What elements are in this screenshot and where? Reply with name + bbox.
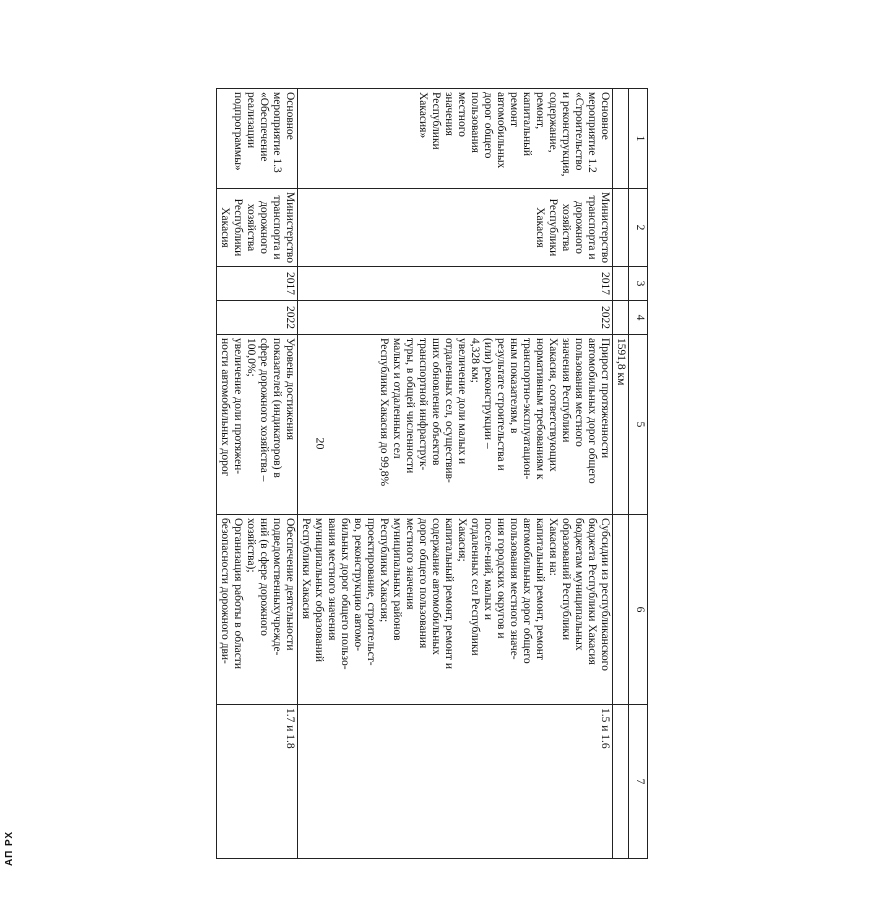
cell-line: «Строительство — [573, 92, 585, 171]
cell-line: транспортно-эксплуатацион- — [521, 338, 533, 480]
cell-line: бюджета Республики Хакасия — [586, 518, 598, 665]
cell-line: значения Республики — [560, 338, 572, 443]
cell-line: вания местного значения — [326, 518, 338, 641]
program-measures-table — [216, 88, 648, 859]
header-cell: 2 — [629, 189, 648, 267]
cell-line: 4,328 км; — [469, 338, 481, 383]
cell-line: 100,0%; — [245, 338, 257, 377]
cell-line: показателей (индикаторов) в — [271, 338, 283, 478]
cell-line: поселе-ний, малых и — [482, 518, 494, 621]
cell-line: пользования — [469, 92, 481, 153]
cell-line: Прирост протяженности — [599, 338, 611, 459]
cell-line: (или) реконструкции – — [482, 338, 494, 449]
cell-line: Хакасия» — [417, 92, 429, 139]
amount-row — [613, 89, 629, 859]
start-year-cell: 2017 — [217, 267, 298, 301]
header-row — [629, 89, 648, 859]
cell-line: Обеспечение деятельности — [284, 518, 296, 651]
cell-line: хозяйства — [245, 203, 257, 252]
cell-line: сфере дорожного хозяйства – — [258, 338, 270, 482]
cell-line: отдаленных сел, осуществив- — [443, 338, 455, 483]
cell-line: образований Республики — [560, 518, 572, 641]
indicators-cell: 1.5 и 1.6 — [298, 705, 613, 859]
cell-line: Хакасия — [534, 207, 546, 248]
header-cell: 4 — [629, 301, 648, 335]
cell-line: Хакасия, соответствующих — [547, 338, 559, 472]
result-cell — [298, 335, 613, 515]
cell-line: туры, в общей численности — [404, 338, 416, 474]
cell-line: автомобильных дорог общего — [586, 338, 598, 484]
header-cell: 1 — [629, 89, 648, 189]
measure-name-cell — [217, 89, 298, 189]
cell-line: ремонт, — [534, 92, 546, 130]
end-year-cell: 2022 — [298, 301, 613, 335]
cell-line: пользования местного значе- — [508, 518, 520, 660]
cell-line: автомобильных дорог общего — [521, 518, 533, 664]
cell-line: во, реконструкцию автомо- — [352, 518, 364, 652]
measure-row — [217, 89, 298, 859]
cell-line: местного — [456, 92, 468, 137]
cell-line: транспортной инфраструк- — [417, 338, 429, 471]
cell-line: дорожного — [573, 201, 585, 254]
cell-line: подпрограммы» — [232, 92, 244, 171]
executor-cell — [217, 189, 298, 267]
cell-line: мероприятие 1.3 — [271, 92, 283, 173]
cell-line: дорог общего пользования — [417, 518, 429, 649]
header-cell: 7 — [629, 705, 648, 859]
directions-cell — [217, 515, 298, 705]
indicators-cell: 1.7 и 1.8 — [217, 705, 298, 859]
rotated-table-area — [118, 88, 888, 785]
cell-line: мероприятие 1.2 — [586, 92, 598, 173]
cell-line: капитальный — [521, 92, 533, 157]
cell-line: Министерство — [599, 192, 611, 263]
cell-line: Республики — [547, 198, 559, 257]
cell-line: значения — [443, 92, 455, 136]
cell-line: Уровень достижения — [284, 338, 296, 441]
cell-line: ности автомобильных дорог — [219, 338, 231, 477]
cell-line: ших обновление объектов — [430, 338, 442, 466]
cell-line: автомобильных — [495, 92, 507, 169]
cell-line: содержание автомобильных — [430, 518, 442, 655]
cell-line: бильных дорог общего пользо- — [339, 518, 351, 670]
directions-cell — [298, 515, 613, 705]
cell-line: малых и отдаленных сел — [391, 338, 403, 459]
cell-line: капитальный ремонт, ремонт — [534, 518, 546, 660]
cell-line: капитальный ремонт, ремонт и — [443, 518, 455, 669]
cell-line: транспорта и — [586, 195, 598, 260]
cell-line: Хакасия; — [456, 518, 468, 562]
cell-line: Основное — [599, 92, 611, 140]
cell-line: хозяйства); — [245, 518, 257, 573]
header-cell: 6 — [629, 515, 648, 705]
cell-line: Министерство — [284, 192, 296, 263]
cell-line: транспорта и — [271, 195, 283, 260]
cell-line: результате строительства и — [495, 338, 507, 471]
cell-line: бюджетам муниципальных — [573, 518, 585, 651]
cell-line: хозяйства — [560, 203, 572, 252]
cell-line: увеличение доли протяжен- — [232, 338, 244, 475]
cell-line: дорог общего — [482, 92, 494, 159]
cell-line: ремонт — [508, 92, 520, 128]
cell-line: муниципальных районов — [391, 518, 403, 641]
cell-line: отдаленных сел Республики — [469, 518, 481, 656]
cell-line: Республики Хакасия; — [378, 518, 390, 623]
cell-line: Республики Хакасия — [300, 518, 312, 620]
cell-line: ний (в сфере дорожного — [258, 518, 270, 636]
cell-line: проектирование, строительст- — [365, 518, 377, 666]
cell-line: Республики Хакасия до 99,8% — [378, 338, 390, 487]
start-year-cell: 2017 — [298, 267, 613, 301]
measure-row — [298, 89, 613, 859]
cell-line: «Обеспечение — [258, 92, 270, 162]
cell-line: безопасности дорожного дви- — [219, 518, 231, 664]
cell-line: Республики — [430, 92, 442, 150]
cell-line: муниципальных образований — [313, 518, 325, 663]
cell-line: ния городских округов и — [495, 518, 507, 639]
cell-line: местного значения — [404, 518, 416, 610]
page-number: 20 — [313, 437, 328, 450]
cell-line: содержание, — [547, 92, 559, 153]
measure-name-cell — [298, 89, 613, 189]
cell-line: увеличение доли малых и — [456, 338, 468, 465]
cell-line: Хакасия — [219, 207, 231, 248]
cell-line: пользования местного — [573, 338, 585, 447]
executor-cell — [298, 189, 613, 267]
amount-cell: 1591,8 км — [613, 335, 629, 515]
cell-line: Организация работы в области — [232, 518, 244, 669]
cell-line: Субсидии из республиканского — [599, 518, 611, 671]
header-cell: 3 — [629, 267, 648, 301]
result-cell — [217, 335, 298, 515]
cell-line: Республики — [232, 198, 244, 257]
end-year-cell: 2022 — [217, 301, 298, 335]
header-cell: 5 — [629, 335, 648, 515]
cell-line: Основное — [284, 92, 296, 140]
cell-line: Хакасия на: — [547, 518, 559, 576]
cell-line: реализации — [245, 92, 257, 149]
cell-line: подведомственныхучрежде- — [271, 518, 283, 656]
cell-line: дорожного — [258, 201, 270, 254]
cell-line: и реконструкция, — [560, 92, 572, 177]
archive-stamp: АП РХ — [4, 830, 15, 866]
cell-line: нормативным требованиям к — [534, 338, 546, 480]
cell-line: ным показателям, в — [508, 338, 520, 434]
